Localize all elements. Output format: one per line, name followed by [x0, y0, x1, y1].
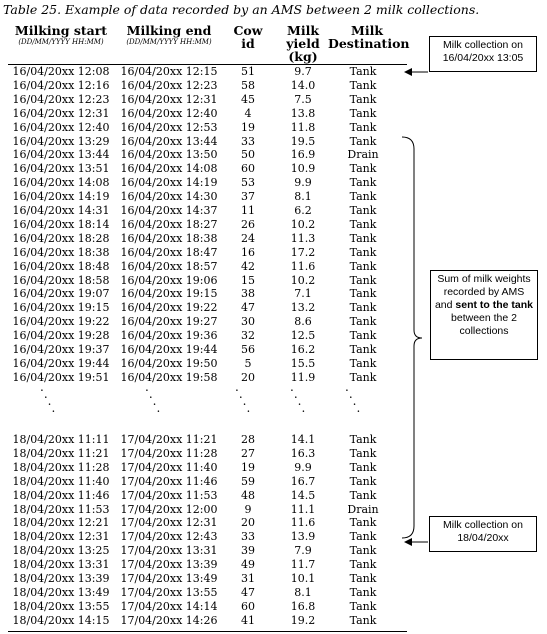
- milking-start-cell: 16/04/20xx 13:44: [12, 148, 110, 162]
- milking-end-cell: 16/04/20xx 19:27: [120, 315, 218, 329]
- cow-id-cell: 28: [241, 433, 255, 446]
- table-caption: Table 25. Example of data recorded by an AMS between 2 milk collections.: [3, 2, 480, 17]
- milking-start-cell: 18/04/20xx 11:28: [12, 460, 110, 474]
- cow-id-cell: 26: [241, 217, 255, 231]
- milking-end-cell: 16/04/20xx 19:22: [120, 301, 218, 315]
- milking-end-cell: 16/04/20xx 19:15: [120, 287, 218, 301]
- milking-start-cell: 18/04/20xx 11:46: [12, 488, 110, 502]
- destination-cell: Drain: [347, 148, 379, 162]
- cow-id-cell: 31: [241, 572, 255, 585]
- milk-yield-cell: 9.9: [294, 460, 312, 474]
- destination-cell: Tank: [349, 245, 377, 259]
- milking-start-cell: 16/04/20xx 19:22: [12, 315, 110, 329]
- milking-end-cell: 16/04/20xx 19:50: [120, 356, 218, 370]
- milking-start-cell: 18/04/20xx 14:15: [12, 613, 110, 627]
- cow-id-cell: 4: [244, 106, 252, 120]
- milk-yield-cell: 8.6: [294, 315, 312, 329]
- milking-end-cell: 16/04/20xx 18:38: [120, 231, 218, 245]
- cow-id-cell: 38: [241, 287, 255, 301]
- cow-id-cell: 5: [244, 356, 252, 370]
- destination-cell: Tank: [349, 433, 377, 446]
- milking-end-cell: 17/04/20xx 11:40: [120, 460, 218, 474]
- milking-start-cell: 16/04/20xx 12:08: [12, 65, 110, 78]
- milking-end-cell: 17/04/20xx 11:28: [120, 446, 218, 460]
- destination-cell: Tank: [349, 120, 377, 134]
- milking-end-cell: 16/04/20xx 12:31: [120, 92, 218, 106]
- destination-cell: Tank: [349, 613, 377, 627]
- destination-cell: Tank: [349, 65, 377, 78]
- destination-cell: Tank: [349, 530, 377, 544]
- milk-yield-cell: 11.6: [290, 259, 316, 273]
- milk-yield-cell: 16.2: [290, 343, 316, 356]
- header-cow-id: Cow id: [233, 23, 263, 51]
- milk-yield-cell: 6.2: [294, 204, 312, 217]
- destination-cell: Tank: [349, 329, 377, 343]
- destination-cell: Tank: [349, 474, 377, 488]
- milk-yield-cell: 11.9: [290, 370, 316, 384]
- cow-id-cell: 27: [241, 446, 255, 460]
- ellipsis-dots: . . . .: [345, 380, 361, 415]
- milk-yield-cell: 14.0: [290, 78, 316, 92]
- destination-cell: Tank: [349, 217, 377, 231]
- milking-end-cell: 16/04/20xx 14:37: [120, 204, 218, 217]
- ellipsis-dots: . . . .: [40, 380, 56, 415]
- milking-start-cell: 16/04/20xx 12:16: [12, 78, 110, 92]
- milking-start-cell: 16/04/20xx 14:08: [12, 176, 110, 190]
- cow-id-cell: 39: [241, 544, 255, 558]
- destination-cell: Tank: [349, 134, 377, 148]
- destination-cell: Tank: [349, 273, 377, 287]
- cow-id-cell: 37: [241, 190, 255, 204]
- header-milking-start-format: (DD/MM/YYYY HH:MM): [18, 38, 104, 46]
- destination-cell: Tank: [349, 162, 377, 176]
- cow-id-cell: 42: [241, 259, 255, 273]
- milking-end-cell: 16/04/20xx 14:08: [120, 162, 218, 176]
- header-milk-yield: Milk yield (kg): [286, 23, 320, 64]
- destination-cell: Tank: [349, 356, 377, 370]
- cow-id-cell: 9: [244, 502, 252, 516]
- milk-yield-cell: 7.9: [294, 544, 312, 558]
- note-sum-text-bold: sent to the tank: [455, 299, 534, 311]
- milking-end-cell: 17/04/20xx 13:39: [120, 558, 218, 572]
- destination-cell: Tank: [349, 301, 377, 315]
- milking-end-cell: 16/04/20xx 19:58: [120, 370, 218, 384]
- milking-start-cell: 16/04/20xx 19:37: [12, 343, 110, 356]
- milk-yield-cell: 7.1: [294, 287, 312, 301]
- milking-end-cell: 16/04/20xx 13:50: [120, 148, 218, 162]
- cow-id-cell: 60: [241, 162, 255, 176]
- milking-start-cell: 16/04/20xx 19:15: [12, 301, 110, 315]
- destination-cell: Tank: [349, 92, 377, 106]
- destination-cell: Tank: [349, 231, 377, 245]
- cow-id-cell: 45: [241, 92, 255, 106]
- milk-yield-cell: 14.5: [290, 488, 316, 502]
- milking-start-cell: 16/04/20xx 18:14: [12, 217, 110, 231]
- milking-start-cell: 18/04/20xx 11:53: [12, 502, 110, 516]
- destination-cell: Tank: [349, 343, 377, 356]
- cow-id-cell: 51: [241, 65, 255, 78]
- milking-start-cell: 16/04/20xx 19:44: [12, 356, 110, 370]
- milk-yield-cell: 8.1: [294, 190, 312, 204]
- header-milking-start-label: Milking start: [14, 23, 108, 38]
- milk-yield-cell: 11.3: [290, 231, 316, 245]
- milking-end-cell: 16/04/20xx 13:44: [120, 134, 218, 148]
- cow-id-cell: 24: [241, 231, 255, 245]
- milking-start-cell: 16/04/20xx 13:29: [12, 134, 110, 148]
- milking-end-cell: 16/04/20xx 19:44: [120, 343, 218, 356]
- destination-cell: Tank: [349, 315, 377, 329]
- destination-cell: Tank: [349, 460, 377, 474]
- milking-end-cell: 16/04/20xx 14:19: [120, 176, 218, 190]
- milk-yield-cell: 12.5: [290, 329, 316, 343]
- cow-id-cell: 49: [241, 558, 255, 572]
- milking-end-cell: 16/04/20xx 14:30: [120, 190, 218, 204]
- cow-id-cell: 59: [241, 474, 255, 488]
- milk-yield-cell: 10.1: [290, 572, 316, 585]
- milk-yield-cell: 16.7: [290, 474, 316, 488]
- milking-start-cell: 16/04/20xx 14:31: [12, 204, 110, 217]
- destination-cell: Tank: [349, 190, 377, 204]
- cow-id-cell: 53: [241, 176, 255, 190]
- destination-cell: Tank: [349, 516, 377, 530]
- milking-start-cell: 16/04/20xx 18:58: [12, 273, 110, 287]
- cow-id-cell: 30: [241, 315, 255, 329]
- milking-end-cell: 16/04/20xx 12:53: [120, 120, 218, 134]
- milking-end-cell: 17/04/20xx 11:21: [120, 433, 218, 446]
- milk-yield-cell: 11.1: [290, 502, 316, 516]
- note-sum-milk-weights: [430, 270, 538, 360]
- milk-yield-cell: 13.2: [290, 301, 316, 315]
- header-milking-end-label: Milking end: [126, 23, 212, 38]
- milking-start-cell: 16/04/20xx 12:31: [12, 106, 110, 120]
- milk-yield-cell: 13.9: [290, 530, 316, 544]
- milking-start-cell: 18/04/20xx 12:21: [12, 516, 110, 530]
- ellipsis-dots: . . . .: [145, 380, 161, 415]
- milk-yield-cell: 8.1: [294, 585, 312, 599]
- note-milk-collection-2: Milk collection on 18/04/20xx: [429, 516, 537, 552]
- milk-yield-cell: 9.9: [294, 176, 312, 190]
- destination-cell: Tank: [349, 106, 377, 120]
- cow-id-cell: 19: [241, 460, 255, 474]
- milking-end-cell: 16/04/20xx 12:23: [120, 78, 218, 92]
- cow-id-cell: 20: [241, 370, 255, 384]
- milk-yield-cell: 15.5: [290, 356, 316, 370]
- milk-yield-cell: 14.1: [290, 433, 316, 446]
- milking-end-cell: 17/04/20xx 13:49: [120, 572, 218, 585]
- milk-yield-cell: 16.8: [290, 599, 316, 613]
- milking-end-cell: 17/04/20xx 13:55: [120, 585, 218, 599]
- milk-yield-cell: 13.8: [290, 106, 316, 120]
- sum-brace: [402, 137, 422, 538]
- destination-cell: Tank: [349, 558, 377, 572]
- cow-id-cell: 11: [241, 204, 255, 217]
- milking-end-cell: 17/04/20xx 11:53: [120, 488, 218, 502]
- cow-id-cell: 50: [241, 148, 255, 162]
- destination-cell: Tank: [349, 259, 377, 273]
- cow-id-cell: 15: [241, 273, 255, 287]
- milk-yield-cell: 10.9: [290, 162, 316, 176]
- cow-id-cell: 33: [241, 530, 255, 544]
- milking-start-cell: 18/04/20xx 13:25: [12, 544, 110, 558]
- milking-start-cell: 16/04/20xx 18:38: [12, 245, 110, 259]
- milking-start-cell: 18/04/20xx 12:31: [12, 530, 110, 544]
- milk-yield-cell: 19.2: [290, 613, 316, 627]
- cow-id-cell: 56: [241, 343, 255, 356]
- destination-cell: Tank: [349, 572, 377, 585]
- destination-cell: Tank: [349, 370, 377, 384]
- milking-start-cell: 18/04/20xx 13:39: [12, 572, 110, 585]
- cow-id-cell: 19: [241, 120, 255, 134]
- cow-id-cell: 47: [241, 585, 255, 599]
- milking-end-cell: 17/04/20xx 12:31: [120, 516, 218, 530]
- ellipsis-dots: . . . .: [235, 380, 251, 415]
- header-milking-end-format: (DD/MM/YYYY HH:MM): [126, 38, 212, 46]
- milking-end-cell: 16/04/20xx 12:40: [120, 106, 218, 120]
- milking-end-cell: 16/04/20xx 12:15: [120, 65, 218, 78]
- milk-yield-cell: 7.5: [294, 92, 312, 106]
- milking-start-cell: 16/04/20xx 12:40: [12, 120, 110, 134]
- destination-cell: Tank: [349, 176, 377, 190]
- cow-id-cell: 32: [241, 329, 255, 343]
- milking-end-cell: 17/04/20xx 12:43: [120, 530, 218, 544]
- milk-yield-cell: 17.2: [290, 245, 316, 259]
- milking-start-cell: 18/04/20xx 11:11: [12, 433, 110, 446]
- destination-cell: Tank: [349, 585, 377, 599]
- milking-start-cell: 16/04/20xx 18:48: [12, 259, 110, 273]
- milking-start-cell: 16/04/20xx 19:07: [12, 287, 110, 301]
- milk-yield-cell: 10.2: [290, 273, 316, 287]
- milking-start-cell: 18/04/20xx 13:49: [12, 585, 110, 599]
- milking-end-cell: 16/04/20xx 19:36: [120, 329, 218, 343]
- milk-yield-cell: 11.6: [290, 516, 316, 530]
- milking-end-cell: 17/04/20xx 14:26: [120, 613, 218, 627]
- ellipsis-dots: . . . .: [290, 380, 306, 415]
- milking-end-cell: 17/04/20xx 14:14: [120, 599, 218, 613]
- cow-id-cell: 16: [241, 245, 255, 259]
- milk-yield-cell: 9.7: [294, 65, 312, 78]
- milking-start-cell: 16/04/20xx 14:19: [12, 190, 110, 204]
- milk-yield-cell: 10.2: [290, 217, 316, 231]
- cow-id-cell: 41: [241, 613, 255, 627]
- note-sum-text-2: between the 2 collections: [451, 312, 517, 337]
- milking-start-cell: 18/04/20xx 11:40: [12, 474, 110, 488]
- cow-id-cell: 47: [241, 301, 255, 315]
- milk-yield-cell: 11.8: [290, 120, 316, 134]
- milking-start-cell: 18/04/20xx 11:21: [12, 446, 110, 460]
- note-milk-collection-1: Milk collection on 16/04/20xx 13:05: [429, 36, 537, 72]
- milking-start-cell: 18/04/20xx 13:31: [12, 558, 110, 572]
- milking-end-cell: 16/04/20xx 18:57: [120, 259, 218, 273]
- milking-start-cell: 16/04/20xx 18:28: [12, 231, 110, 245]
- destination-cell: Drain: [347, 502, 379, 516]
- cow-id-cell: 58: [241, 78, 255, 92]
- milking-start-cell: 16/04/20xx 13:51: [12, 162, 110, 176]
- destination-cell: Tank: [349, 544, 377, 558]
- milking-end-cell: 16/04/20xx 19:06: [120, 273, 218, 287]
- milk-yield-cell: 11.7: [290, 558, 316, 572]
- cow-id-cell: 48: [241, 488, 255, 502]
- cow-id-cell: 60: [241, 599, 255, 613]
- destination-cell: Tank: [349, 446, 377, 460]
- header-milk-destination: Milk Destination: [328, 23, 410, 51]
- milk-yield-cell: 19.5: [290, 134, 316, 148]
- milking-start-cell: 16/04/20xx 19:51: [12, 370, 110, 384]
- destination-cell: Tank: [349, 204, 377, 217]
- milking-start-cell: 18/04/20xx 13:55: [12, 599, 110, 613]
- cow-id-cell: 20: [241, 516, 255, 530]
- destination-cell: Tank: [349, 599, 377, 613]
- destination-cell: Tank: [349, 488, 377, 502]
- note-sum-text-1: Sum of milk weights recorded by AMS and: [434, 273, 531, 311]
- milking-start-cell: 16/04/20xx 12:23: [12, 92, 110, 106]
- milk-yield-cell: 16.9: [290, 148, 316, 162]
- destination-cell: Tank: [349, 287, 377, 301]
- milking-end-cell: 17/04/20xx 12:00: [120, 502, 218, 516]
- destination-cell: Tank: [349, 78, 377, 92]
- milking-end-cell: 17/04/20xx 11:46: [120, 474, 218, 488]
- milking-start-cell: 16/04/20xx 19:28: [12, 329, 110, 343]
- cow-id-cell: 33: [241, 134, 255, 148]
- milking-end-cell: 16/04/20xx 18:27: [120, 217, 218, 231]
- milk-yield-cell: 16.3: [290, 446, 316, 460]
- milking-end-cell: 17/04/20xx 13:31: [120, 544, 218, 558]
- milking-end-cell: 16/04/20xx 18:47: [120, 245, 218, 259]
